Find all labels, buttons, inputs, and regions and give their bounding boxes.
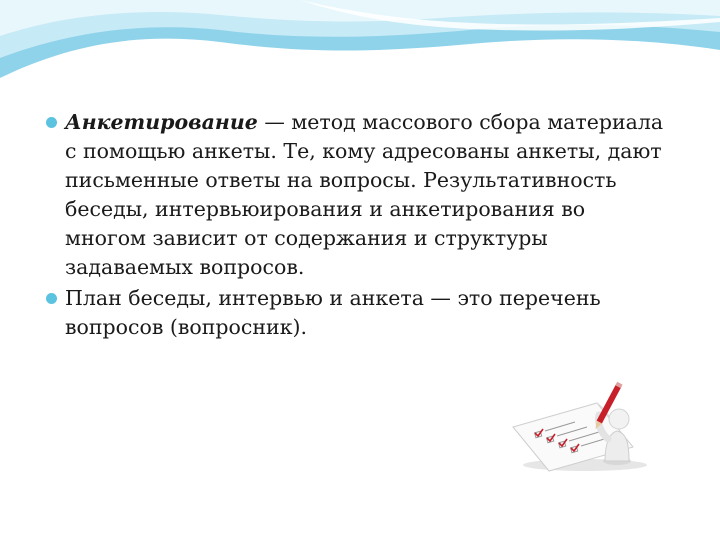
- bullet-item-plan: [46, 284, 666, 342]
- bullet-term: Анкетирование: [65, 110, 258, 134]
- bullet-text: План беседы, интервью и анкета — это перечень вопросов (вопросник).: [65, 286, 601, 339]
- bullet-list: [46, 108, 666, 342]
- bullet-item-survey: [46, 108, 666, 282]
- bullet-text: — метод массового сбора материала с помощью анкеты. Те, кому адресованы анкеты, дают письменные ответы на вопросы. Результативность беседы, интервьюирования и анкетирования во многом зависит от содержания и структуры задаваемых вопросов.: [65, 110, 664, 279]
- round-bullet-icon: [46, 293, 57, 304]
- header-wave-decoration: [0, 0, 720, 90]
- round-bullet-icon: [46, 117, 57, 128]
- survey-checklist-person-icon: [505, 375, 655, 475]
